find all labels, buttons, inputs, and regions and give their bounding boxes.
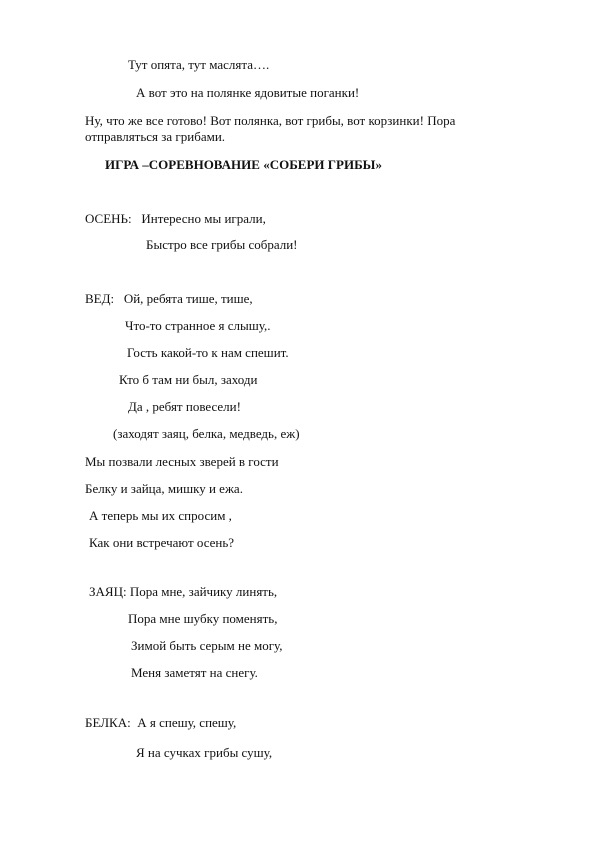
text-line: Кто б там ни был, заходи (119, 372, 258, 387)
text-line: ВЕД: Ой, ребята тише, тише, (85, 291, 253, 306)
text-line: Пора мне шубку поменять, (128, 611, 278, 626)
text-line: Мы позвали лесных зверей в гости (85, 454, 279, 469)
text-line: Зимой быть серым не могу, (131, 638, 283, 653)
section-title: ИГРА –СОРЕВНОВАНИЕ «СОБЕРИ ГРИБЫ» (105, 157, 382, 172)
text-line: Меня заметят на снегу. (131, 665, 258, 680)
text-line: Гость какой-то к нам спешит. (127, 345, 289, 360)
text-line: Ну, что же все готово! Вот полянка, вот грибы, вот корзинки! Пора (85, 113, 456, 128)
text-line: А вот это на полянке ядовитые поганки! (136, 85, 360, 100)
text-line: Что-то странное я слышу,. (125, 318, 271, 333)
text-line: ОСЕНЬ: Интересно мы играли, (85, 211, 266, 226)
text-line: Да , ребят повесели! (128, 399, 241, 414)
text-line: БЕЛКА: А я спешу, спешу, (85, 715, 237, 730)
text-line: Тут опята, тут маслята…. (128, 57, 270, 72)
text-line: Быстро все грибы собрали! (146, 237, 298, 252)
text-line: (заходят заяц, белка, медведь, еж) (113, 426, 300, 441)
text-line: Белку и зайца, мишку и ежа. (85, 481, 243, 496)
text-line: Я на сучках грибы сушу, (136, 745, 273, 760)
text-line: Как они встречают осень? (89, 535, 235, 550)
text-line: А теперь мы их спросим , (89, 508, 232, 523)
text-line: отправляться за грибами. (85, 129, 226, 144)
text-line: ЗАЯЦ: Пора мне, зайчику линять, (89, 584, 278, 599)
